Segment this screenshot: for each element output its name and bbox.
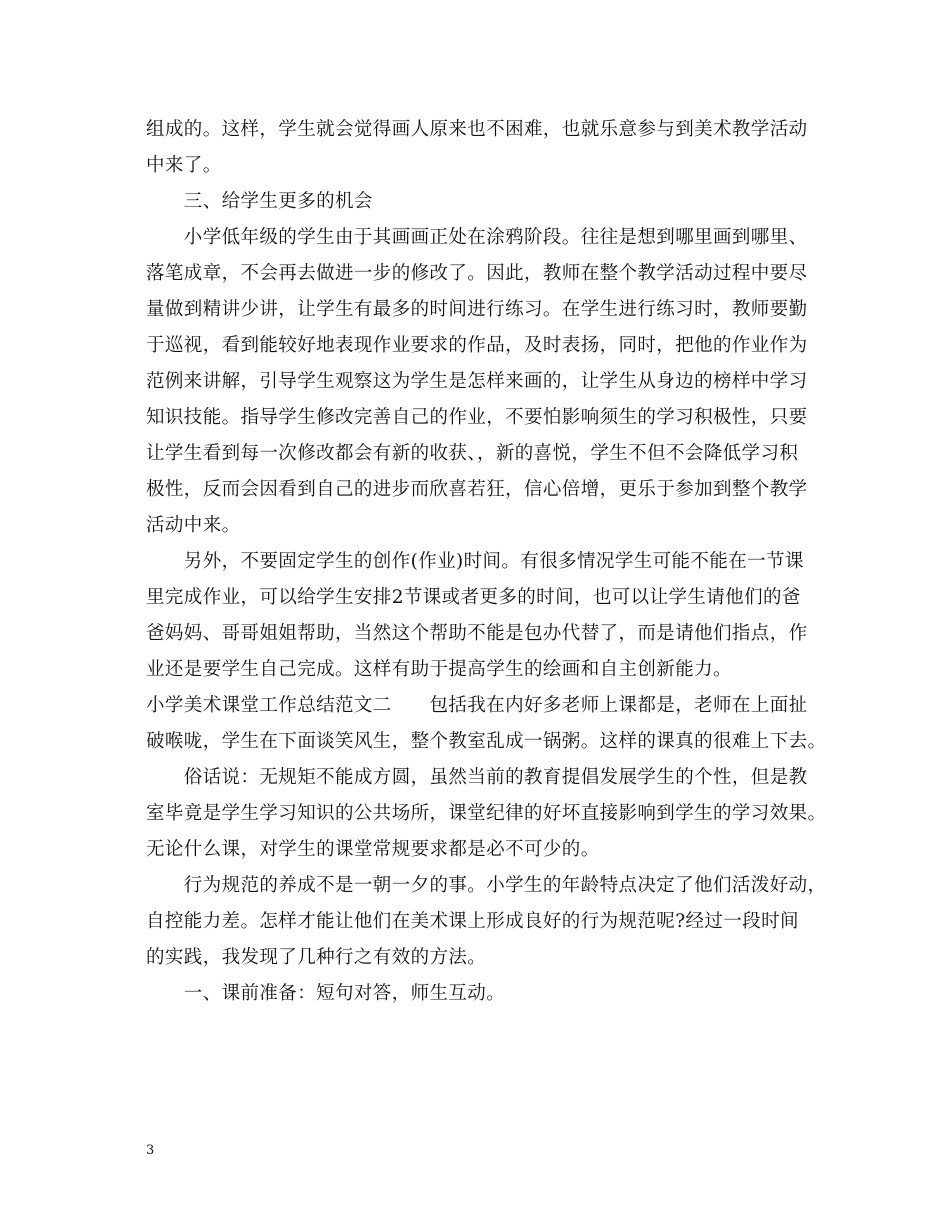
- text-line: 另外，不要固定学生的创作(作业)时间。有很多情况学生可能不能在一节课: [146, 551, 804, 572]
- text-line: 组成的。这样，学生就会觉得画人原来也不困难，也就乐意参与到美术教学活动: [146, 119, 808, 140]
- text-line: 让学生看到每一次修改都会有新的收获、，新的喜悦，学生不但不会降低学习积: [146, 443, 799, 464]
- text-line: 小学低年级的学生由于其画画正处在涂鸦阶段。往往是想到哪里画到哪里、: [146, 227, 808, 248]
- text-line: 的实践，我发现了几种行之有效的方法。: [146, 947, 487, 968]
- text-line: 于巡视，看到能较好地表现作业要求的作品，及时表扬，同时，把他的作业作为: [146, 335, 808, 356]
- text-line: 活动中来。: [146, 515, 241, 536]
- text-line: 中来了。: [146, 155, 222, 176]
- text-line: 破喉咙，学生在下面谈笑风生，整个教室乱成一锅粥。这样的课真的很难上下去。: [146, 731, 827, 752]
- text-line: 行为规范的养成不是一朝一夕的事。小学生的年龄特点决定了他们活泼好动，: [146, 875, 827, 896]
- text-line: 爸妈妈、哥哥姐姐帮助，当然这个帮助不能是包办代替了，而是请他们指点，作: [146, 623, 808, 644]
- text-line: 业还是要学生自己完成。这样有助于提高学生的绘画和自主创新能力。: [146, 659, 732, 680]
- page-number: 3: [146, 1143, 155, 1158]
- section-heading: 三、给学生更多的机会: [146, 191, 373, 212]
- text-line: 落笔成章，不会再去做进一步的修改了。因此，教师在整个教学活动过程中要尽: [146, 263, 808, 284]
- text-line: 小学美术课堂工作总结范文二 包括我在内好多老师上课都是，老师在上面扯: [146, 695, 808, 716]
- text-line: 自控能力差。怎样才能让他们在美术课上形成良好的行为规范呢?经过一段时间: [146, 911, 799, 932]
- text-line: 无论什么课，对学生的课堂常规要求都是必不可少的。: [146, 839, 600, 860]
- text-line: 知识技能。指导学生修改完善自己的作业，不要怕影响须生的学习积极性，只要: [146, 407, 808, 428]
- text-line: 范例来讲解，引导学生观察这为学生是怎样来画的，让学生从身边的榜样中学习: [146, 371, 808, 392]
- section-heading: 一、课前准备：短句对答，师生互动。: [146, 983, 506, 1004]
- text-line: 量做到精讲少讲，让学生有最多的时间进行练习。在学生进行练习时，教师要勤: [146, 299, 808, 320]
- text-line: 俗话说：无规矩不能成方圆，虽然当前的教育提倡发展学生的个性，但是教: [146, 767, 808, 788]
- text-line: 里完成作业，可以给学生安排2节课或者更多的时间，也可以让学生请他们的爸: [146, 587, 801, 608]
- text-line: 室毕竟是学生学习知识的公共场所，课堂纪律的好坏直接影响到学生的学习效果。: [146, 803, 827, 824]
- text-line: 极性，反而会因看到自己的进步而欣喜若狂，信心倍增，更乐于参加到整个教学: [146, 479, 808, 500]
